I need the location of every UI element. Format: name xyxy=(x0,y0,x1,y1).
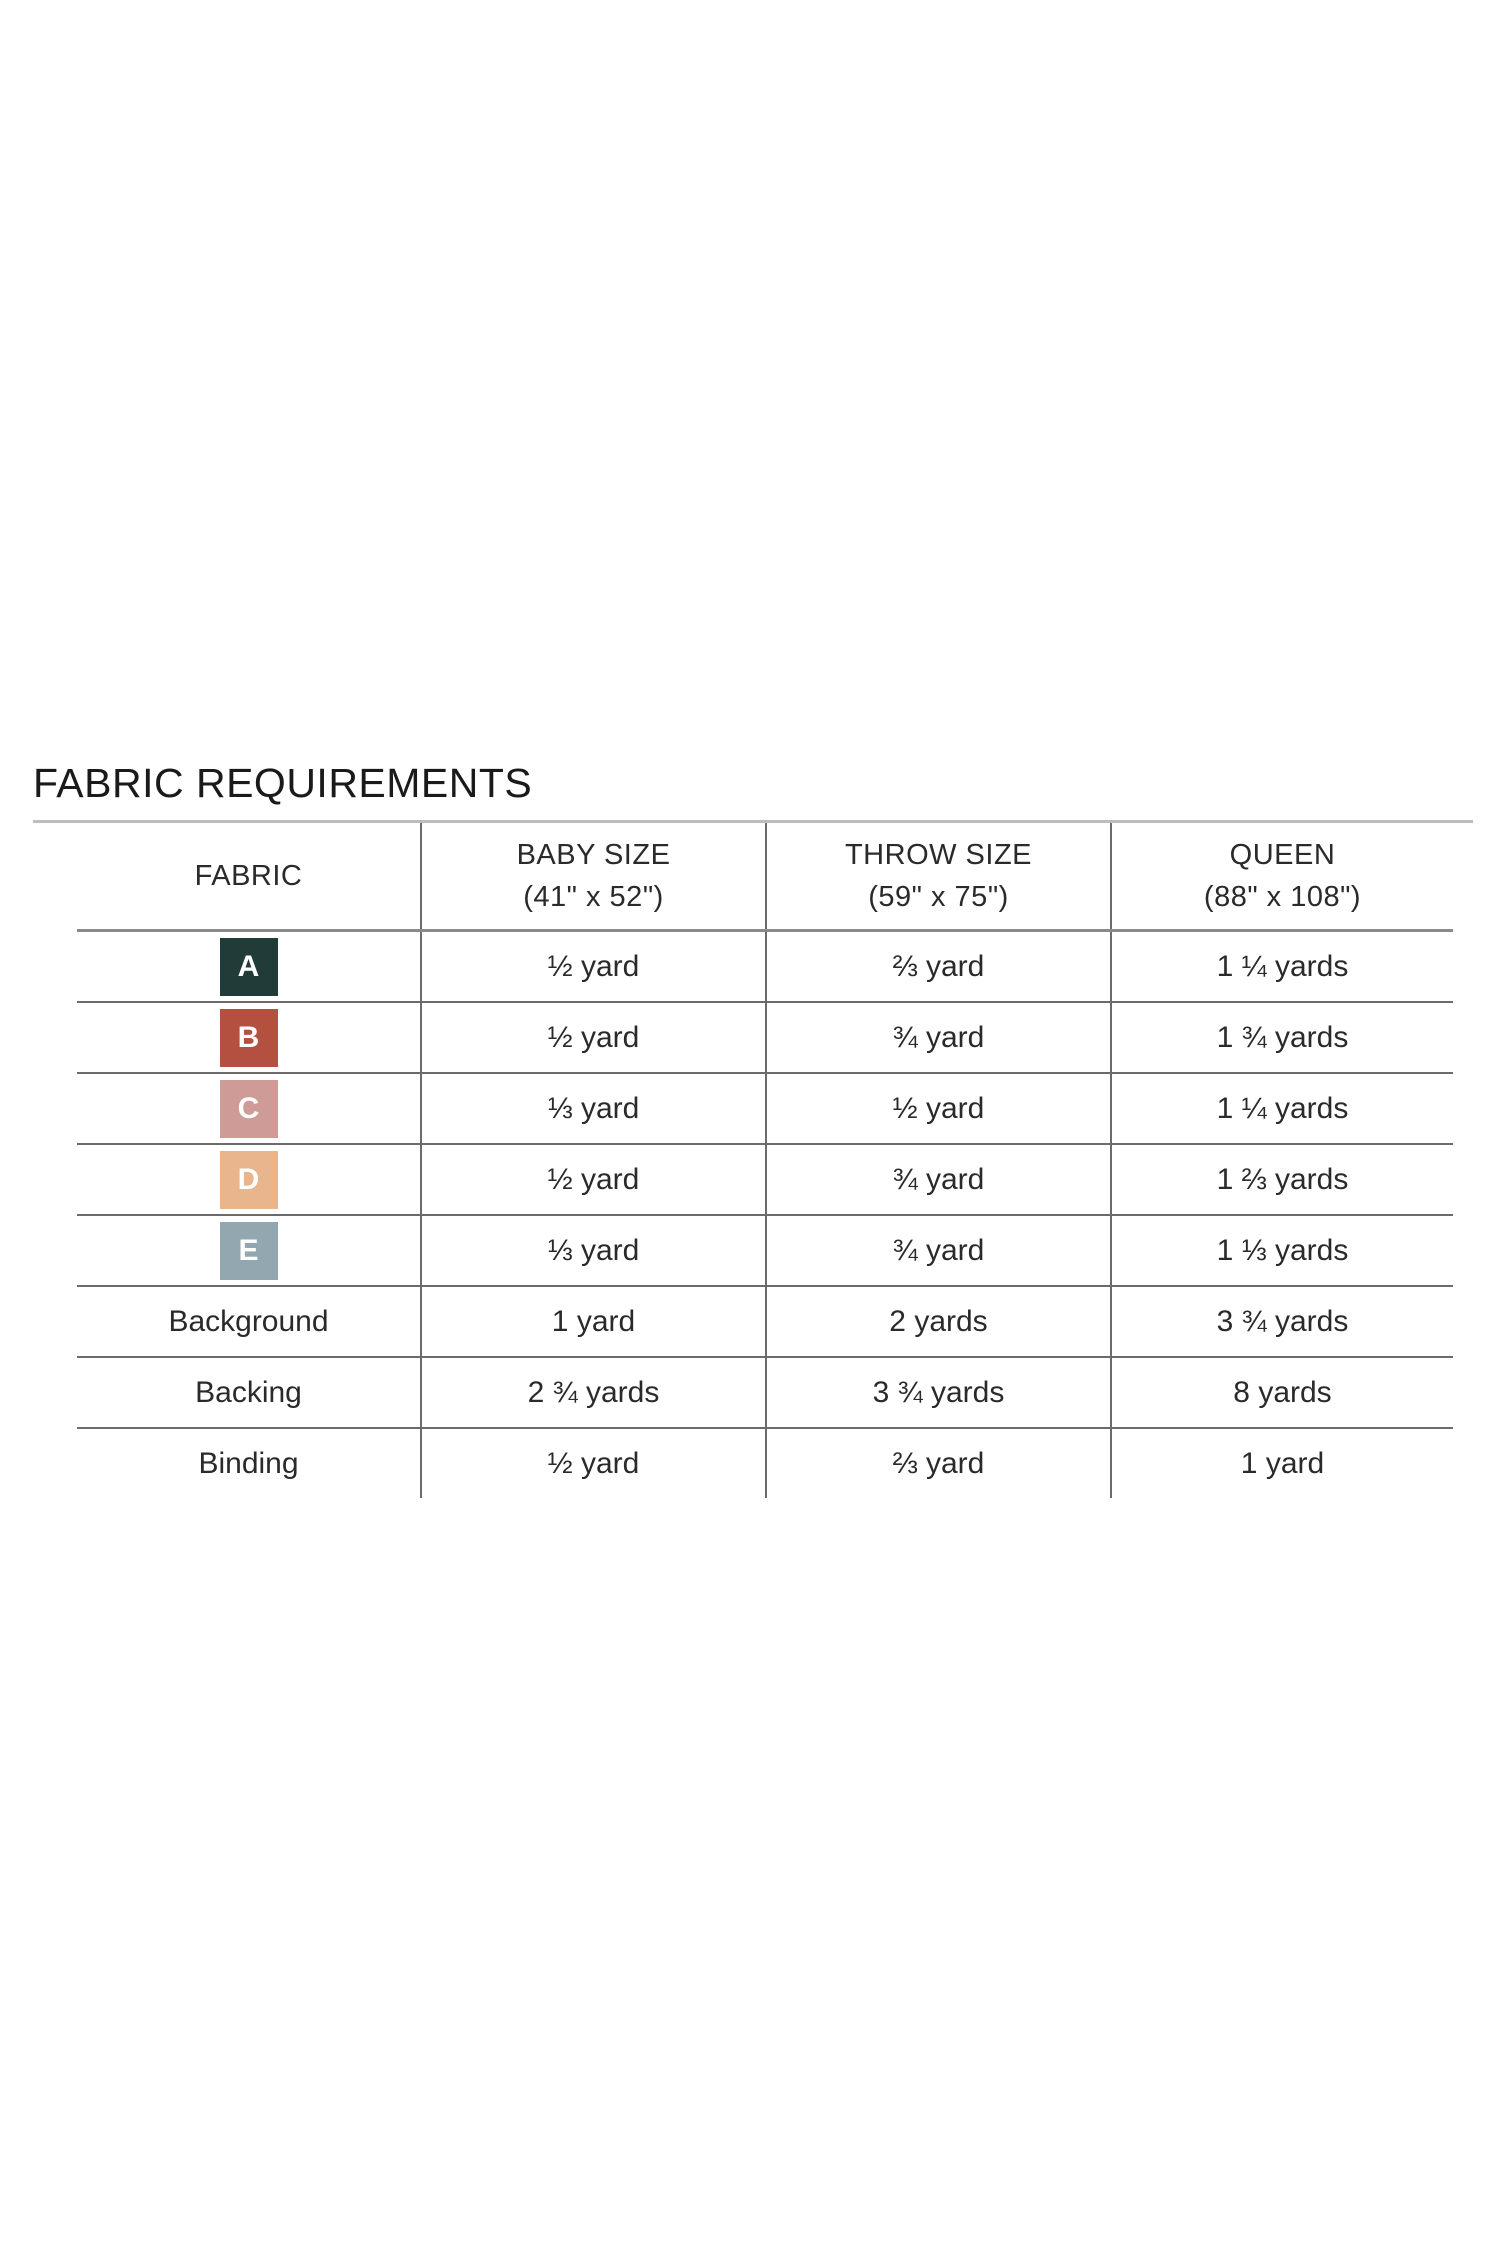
queen-size-cell: 1 ¾ yards xyxy=(1111,1002,1453,1073)
page-title: FABRIC REQUIREMENTS xyxy=(33,760,533,806)
queen-size-cell: 3 ¾ yards xyxy=(1111,1286,1453,1357)
header-throw-size-label: THROW SIZE xyxy=(844,839,1033,871)
table-row xyxy=(77,1073,1453,1144)
fabric-swatch-d: D xyxy=(220,1151,278,1209)
throw-size-cell: 2 yards xyxy=(766,1286,1111,1357)
baby-size-cell: ⅓ yard xyxy=(421,1073,766,1144)
fabric-cell xyxy=(77,1073,421,1144)
table-row xyxy=(77,1002,1453,1073)
fabric-requirements-table xyxy=(77,823,1453,1498)
header-queen-label: QUEEN xyxy=(1229,839,1336,871)
table-row xyxy=(77,1215,1453,1286)
throw-size-cell: ½ yard xyxy=(766,1073,1111,1144)
header-baby-size-dimensions: (41" x 52") xyxy=(523,881,664,913)
queen-size-cell: 1 ⅔ yards xyxy=(1111,1144,1453,1215)
queen-size-cell: 1 yard xyxy=(1111,1428,1453,1498)
throw-size-cell: ¾ yard xyxy=(766,1215,1111,1286)
table-row xyxy=(77,1144,1453,1215)
baby-size-cell: ½ yard xyxy=(421,931,766,1003)
fabric-cell-background: Background xyxy=(77,1286,421,1357)
baby-size-cell: ⅓ yard xyxy=(421,1215,766,1286)
baby-size-cell: 2 ¾ yards xyxy=(421,1357,766,1428)
queen-size-cell: 1 ⅓ yards xyxy=(1111,1215,1453,1286)
fabric-cell xyxy=(77,931,421,1003)
fabric-swatch-b: B xyxy=(220,1009,278,1067)
queen-size-cell: 1 ¼ yards xyxy=(1111,1073,1453,1144)
header-baby-size-label: BABY SIZE xyxy=(516,839,671,871)
fabric-swatch-e: E xyxy=(220,1222,278,1280)
header-fabric xyxy=(77,823,421,931)
fabric-cell-backing: Backing xyxy=(77,1357,421,1428)
header-throw-size-dimensions: (59" x 75") xyxy=(868,881,1009,913)
throw-size-cell: 3 ¾ yards xyxy=(766,1357,1111,1428)
header-baby-size xyxy=(421,823,766,931)
throw-size-cell: ⅔ yard xyxy=(766,1428,1111,1498)
header-throw-size xyxy=(766,823,1111,931)
table-row xyxy=(77,931,1453,1003)
queen-size-cell: 1 ¼ yards xyxy=(1111,931,1453,1003)
queen-size-cell: 8 yards xyxy=(1111,1357,1453,1428)
fabric-cell xyxy=(77,1144,421,1215)
table-header-row xyxy=(77,823,1453,931)
fabric-cell-binding: Binding xyxy=(198,1446,299,1480)
baby-size-cell: ½ yard xyxy=(421,1002,766,1073)
throw-size-cell: ¾ yard xyxy=(766,1002,1111,1073)
fabric-cell xyxy=(77,1002,421,1073)
baby-size-cell: ½ yard xyxy=(421,1428,766,1498)
table-row xyxy=(77,1428,1453,1498)
fabric-swatch-a: A xyxy=(220,938,278,996)
header-queen-dimensions: (88" x 108") xyxy=(1203,881,1362,913)
baby-size-cell: 1 yard xyxy=(421,1286,766,1357)
fabric-cell xyxy=(77,1215,421,1286)
throw-size-cell: ¾ yard xyxy=(766,1144,1111,1215)
table-row xyxy=(77,1286,1453,1357)
throw-size-cell: ⅔ yard xyxy=(766,931,1111,1003)
fabric-swatch-c: C xyxy=(220,1080,278,1138)
header-fabric-label: FABRIC xyxy=(194,860,303,892)
header-queen xyxy=(1111,823,1453,931)
table-row xyxy=(77,1357,1453,1428)
baby-size-cell: ½ yard xyxy=(421,1144,766,1215)
